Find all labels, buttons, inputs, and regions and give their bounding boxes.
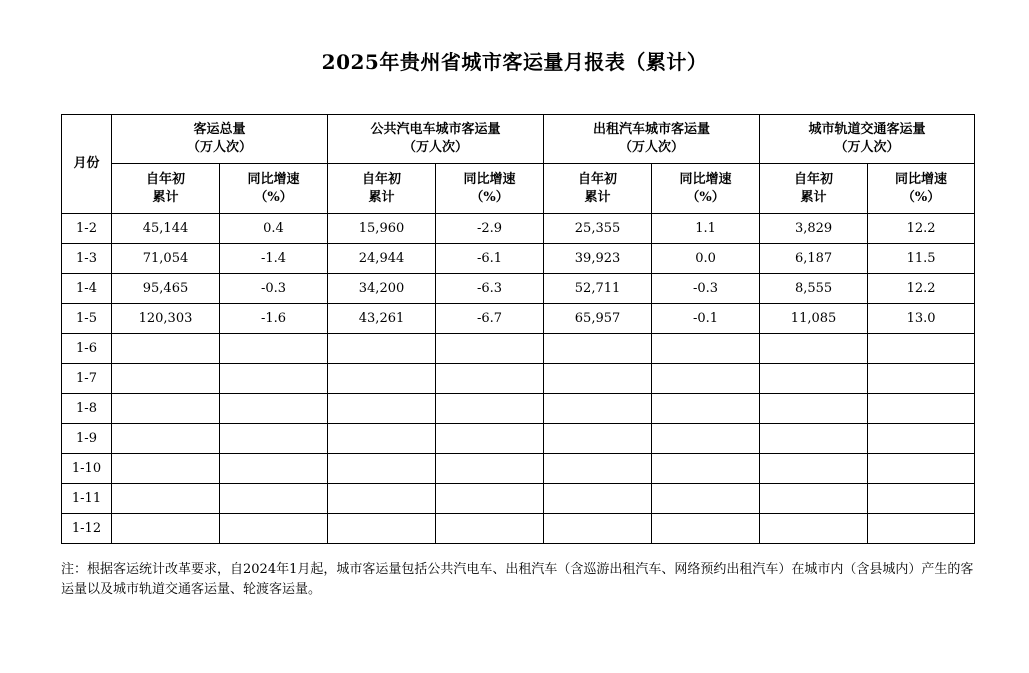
rail-cumulative-cell <box>760 364 868 394</box>
sub-header-cumulative <box>328 164 436 214</box>
total-cumulative-cell: 45,144 <box>112 214 220 244</box>
table-body <box>62 214 975 544</box>
month-cell: 1-2 <box>62 214 112 244</box>
sub-header-cumulative-line1: 自年初 <box>794 171 834 187</box>
sub-header-growth <box>220 164 328 214</box>
table-row <box>62 424 975 454</box>
group-header-bus-title: 公共汽电车城市客运量 <box>370 122 501 137</box>
bus-growth-cell <box>436 394 544 424</box>
group-header-total <box>112 115 328 164</box>
bus-growth-cell <box>436 364 544 394</box>
sub-header-cumulative <box>760 164 868 214</box>
sub-header-cumulative-line1: 自年初 <box>145 171 185 187</box>
group-header-taxi <box>544 115 760 164</box>
sub-header-growth <box>868 164 975 214</box>
total-cumulative-cell <box>112 394 220 424</box>
bus-growth-cell <box>436 514 544 544</box>
bus-cumulative-cell: 15,960 <box>328 214 436 244</box>
taxi-cumulative-cell <box>544 424 652 454</box>
rail-growth-cell <box>868 394 975 424</box>
passenger-volume-table <box>61 114 975 544</box>
taxi-cumulative-cell <box>544 454 652 484</box>
rail-cumulative-cell <box>760 514 868 544</box>
total-growth-cell <box>220 334 328 364</box>
rail-cumulative-cell: 8,555 <box>760 274 868 304</box>
bus-growth-cell <box>436 454 544 484</box>
month-cell: 1-4 <box>62 274 112 304</box>
bus-cumulative-cell: 43,261 <box>328 304 436 334</box>
taxi-growth-cell: -0.1 <box>652 304 760 334</box>
total-growth-cell <box>220 364 328 394</box>
bus-cumulative-cell <box>328 394 436 424</box>
bus-cumulative-cell <box>328 454 436 484</box>
sub-header-growth <box>436 164 544 214</box>
month-cell: 1-8 <box>62 394 112 424</box>
total-cumulative-cell <box>112 334 220 364</box>
group-header-rail-unit: （万人次） <box>834 140 900 155</box>
footnote: 注：根据客运统计改革要求，自2024年1月起，城市客运量包括公共汽电车、出租汽车（含巡游出租汽车、网络预约出租汽车）在城市内（含县城内）产生的客运量以及城市轨道交通客运量、轮渡客运量。 <box>61 562 974 597</box>
sub-header-cumulative-line1: 自年初 <box>578 171 618 187</box>
group-header-taxi-unit: （万人次） <box>619 140 685 155</box>
total-growth-cell <box>220 424 328 454</box>
sub-header-cumulative-line2: 累计 <box>152 189 179 205</box>
bus-growth-cell: -6.1 <box>436 244 544 274</box>
bus-cumulative-cell: 24,944 <box>328 244 436 274</box>
total-growth-cell: -1.6 <box>220 304 328 334</box>
rail-cumulative-cell <box>760 454 868 484</box>
rail-growth-cell <box>868 334 975 364</box>
month-cell: 1-5 <box>62 304 112 334</box>
rail-cumulative-cell <box>760 484 868 514</box>
total-cumulative-cell: 71,054 <box>112 244 220 274</box>
bus-cumulative-cell <box>328 424 436 454</box>
rail-growth-cell <box>868 484 975 514</box>
rail-growth-cell <box>868 454 975 484</box>
sub-header-cumulative-line1: 自年初 <box>362 171 402 187</box>
taxi-growth-cell <box>652 394 760 424</box>
taxi-growth-cell <box>652 334 760 364</box>
bus-cumulative-cell <box>328 484 436 514</box>
taxi-cumulative-cell <box>544 514 652 544</box>
taxi-growth-cell <box>652 514 760 544</box>
bus-growth-cell: -2.9 <box>436 214 544 244</box>
rail-growth-cell: 13.0 <box>868 304 975 334</box>
total-cumulative-cell <box>112 424 220 454</box>
group-header-bus <box>328 115 544 164</box>
rail-growth-cell: 12.2 <box>868 274 975 304</box>
sub-header-growth-line1: 同比增速 <box>463 171 516 187</box>
month-cell: 1-6 <box>62 334 112 364</box>
taxi-cumulative-cell: 65,957 <box>544 304 652 334</box>
total-growth-cell <box>220 454 328 484</box>
rail-cumulative-cell <box>760 334 868 364</box>
group-header-rail <box>760 115 975 164</box>
sub-header-cumulative <box>112 164 220 214</box>
total-cumulative-cell <box>112 484 220 514</box>
month-cell: 1-9 <box>62 424 112 454</box>
total-growth-cell <box>220 394 328 424</box>
sub-header-growth-line1: 同比增速 <box>679 171 732 187</box>
taxi-cumulative-cell <box>544 484 652 514</box>
taxi-growth-cell: 0.0 <box>652 244 760 274</box>
rail-cumulative-cell <box>760 424 868 454</box>
total-cumulative-cell <box>112 454 220 484</box>
rail-growth-cell: 11.5 <box>868 244 975 274</box>
rail-growth-cell <box>868 424 975 454</box>
bus-growth-cell: -6.3 <box>436 274 544 304</box>
sub-header-growth-line2: （%） <box>901 189 941 205</box>
bus-growth-cell <box>436 484 544 514</box>
month-cell: 1-7 <box>62 364 112 394</box>
total-growth-cell: -0.3 <box>220 274 328 304</box>
month-column-header: 月份 <box>62 115 112 214</box>
taxi-cumulative-cell: 39,923 <box>544 244 652 274</box>
sub-header-cumulative <box>544 164 652 214</box>
rail-growth-cell <box>868 514 975 544</box>
sub-header-growth <box>652 164 760 214</box>
taxi-growth-cell: -0.3 <box>652 274 760 304</box>
sub-header-cumulative-line2: 累计 <box>368 189 395 205</box>
rail-growth-cell: 12.2 <box>868 214 975 244</box>
table-row <box>62 454 975 484</box>
taxi-cumulative-cell <box>544 394 652 424</box>
group-header-taxi-title: 出租汽车城市客运量 <box>593 122 711 137</box>
bus-cumulative-cell: 34,200 <box>328 274 436 304</box>
total-growth-cell <box>220 514 328 544</box>
sub-header-growth-line1: 同比增速 <box>247 171 300 187</box>
sub-header-growth-line2: （%） <box>686 189 725 205</box>
bus-cumulative-cell <box>328 334 436 364</box>
group-header-total-unit: （万人次） <box>187 140 253 155</box>
table-row <box>62 304 975 334</box>
taxi-growth-cell <box>652 364 760 394</box>
total-growth-cell: 0.4 <box>220 214 328 244</box>
total-growth-cell: -1.4 <box>220 244 328 274</box>
month-cell: 1-3 <box>62 244 112 274</box>
total-cumulative-cell: 95,465 <box>112 274 220 304</box>
table-row <box>62 364 975 394</box>
table-row <box>62 274 975 304</box>
total-cumulative-cell <box>112 364 220 394</box>
table-row <box>62 244 975 274</box>
group-header-rail-title: 城市轨道交通客运量 <box>808 122 926 137</box>
table-row <box>62 334 975 364</box>
taxi-cumulative-cell <box>544 334 652 364</box>
rail-cumulative-cell: 11,085 <box>760 304 868 334</box>
table-row <box>62 484 975 514</box>
bus-growth-cell <box>436 424 544 454</box>
taxi-cumulative-cell: 52,711 <box>544 274 652 304</box>
taxi-growth-cell <box>652 424 760 454</box>
sub-header-growth-line1: 同比增速 <box>895 171 948 187</box>
rail-cumulative-cell: 6,187 <box>760 244 868 274</box>
total-cumulative-cell <box>112 514 220 544</box>
taxi-cumulative-cell <box>544 364 652 394</box>
taxi-growth-cell: 1.1 <box>652 214 760 244</box>
group-header-bus-unit: （万人次） <box>403 140 469 155</box>
table-sub-header-row <box>62 164 975 214</box>
month-cell: 1-12 <box>62 514 112 544</box>
taxi-cumulative-cell: 25,355 <box>544 214 652 244</box>
bus-cumulative-cell <box>328 514 436 544</box>
month-cell: 1-11 <box>62 484 112 514</box>
table-row <box>62 394 975 424</box>
table-row <box>62 514 975 544</box>
rail-growth-cell <box>868 364 975 394</box>
bus-growth-cell <box>436 334 544 364</box>
sub-header-growth-line2: （%） <box>254 189 293 205</box>
bus-cumulative-cell <box>328 364 436 394</box>
sub-header-cumulative-line2: 累计 <box>584 189 611 205</box>
table-row <box>62 214 975 244</box>
sub-header-cumulative-line2: 累计 <box>800 189 827 205</box>
page-title: 2025年贵州省城市客运量月报表（累计） <box>321 50 708 74</box>
taxi-growth-cell <box>652 454 760 484</box>
total-cumulative-cell: 120,303 <box>112 304 220 334</box>
bus-growth-cell: -6.7 <box>436 304 544 334</box>
rail-cumulative-cell: 3,829 <box>760 214 868 244</box>
sub-header-growth-line2: （%） <box>470 189 509 205</box>
rail-cumulative-cell <box>760 394 868 424</box>
total-growth-cell <box>220 484 328 514</box>
month-cell: 1-10 <box>62 454 112 484</box>
group-header-total-title: 客运总量 <box>193 122 246 137</box>
table-group-header-row <box>62 115 975 164</box>
taxi-growth-cell <box>652 484 760 514</box>
